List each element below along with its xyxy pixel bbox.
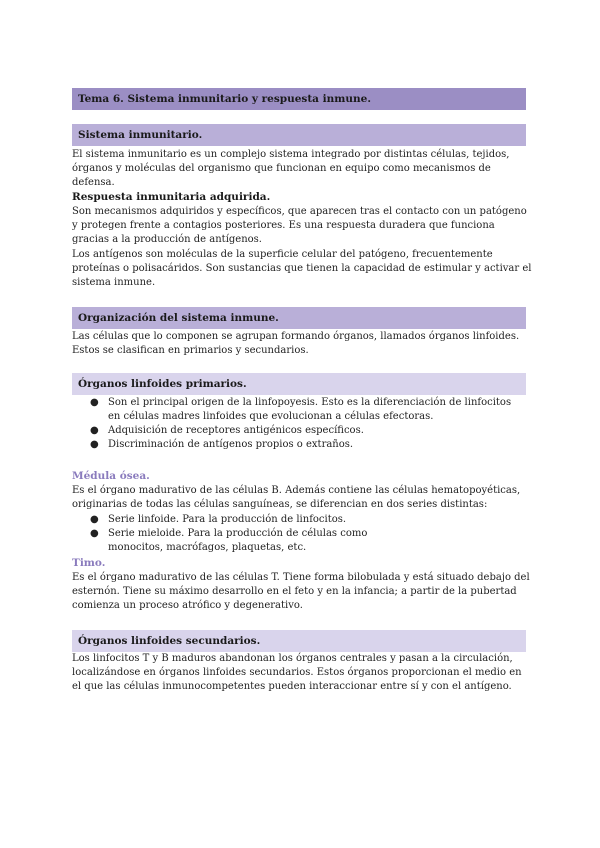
list-primarios (72, 396, 522, 452)
paragraph-respuesta-adquirida: Son mecanismos adquiridos y específicos, que aparecen tras el contacto con un patógeno y protegen frente a contagios posteriores. Es una respuesta duradera que funciona gracias a la producción de antígenos. (72, 206, 527, 245)
bullet-icon: ● (90, 397, 99, 408)
bullet-icon: ● (90, 439, 99, 450)
subheading-respuesta-adquirida: Respuesta inmunitaria adquirida. (72, 191, 271, 203)
section-heading-organizacion: Organización del sistema inmune. (72, 307, 526, 329)
subheading-timo: Timo. (72, 557, 106, 569)
list-item: ● Discriminación de antígenos propios o extraños. (90, 439, 354, 450)
paragraph-antigenos: Los antígenos son moléculas de la superficie celular del patógeno, frecuentemente proteínas o polisacáridos. Son sustancias que tienen la capacidad de estimular y activar el sistema inmune. (72, 249, 532, 288)
list-item: ● Serie linfoide. Para la producción de linfocitos. (90, 514, 347, 525)
subheading-medula-osea: Médula ósea. (72, 470, 150, 482)
section-heading-secundarios: Órganos linfoides secundarios. (72, 630, 526, 652)
list-item: ● Adquisición de receptores antigénicos específicos. (90, 425, 364, 436)
document-title: Tema 6. Sistema inmunitario y respuesta inmune. (72, 88, 526, 110)
bullet-icon: ● (90, 425, 99, 436)
list-item: ● Serie mieloide. Para la producción de células como monocitos, macrófagos, plaquetas, etc. (90, 528, 368, 553)
section-heading-primarios: Órganos linfoides primarios. (72, 373, 526, 395)
list-item: ● Son el principal origen de la linfopoyesis. Esto es la diferenciación de linfocitos en células madres linfoides que evolucionan a células efectoras. (90, 397, 512, 422)
paragraph-sistema-inmunitario: El sistema inmunitario es un complejo sistema integrado por distintas células, tejidos, órganos y moléculas del organismo que funcionan en equipo como mecanismos de defensa. (72, 149, 510, 188)
bullet-icon: ● (90, 514, 99, 525)
paragraph-medula-osea: Es el órgano madurativo de las células B. Además contiene las células hematopoyéticas, originarias de todas las células sanguíneas, se diferencian en dos series distintas: (72, 485, 521, 510)
list-medula-osea (72, 513, 522, 555)
section-heading-sistema-inmunitario: Sistema inmunitario. (72, 124, 526, 146)
paragraph-secundarios: Los linfocitos T y B maduros abandonan los órganos centrales y pasan a la circulación, localizándose en órganos linfoides secundarios. Estos órganos proporcionan el medio en el que las células inmunocompetentes pueden interaccionar entre sí y con el antígeno. (72, 653, 522, 692)
paragraph-timo: Es el órgano madurativo de las células T. Tiene forma bilobulada y está situado debajo del esternón. Tiene su máximo desarrollo en el feto y en la infancia; a partir de la pubertad comienza un proceso atrófico y degenerativo. (72, 572, 530, 611)
bullet-icon: ● (90, 528, 99, 539)
paragraph-organizacion: Las células que lo componen se agrupan formando órganos, llamados órganos linfoides. Estos se clasifican en primarios y secundarios. (72, 331, 520, 356)
